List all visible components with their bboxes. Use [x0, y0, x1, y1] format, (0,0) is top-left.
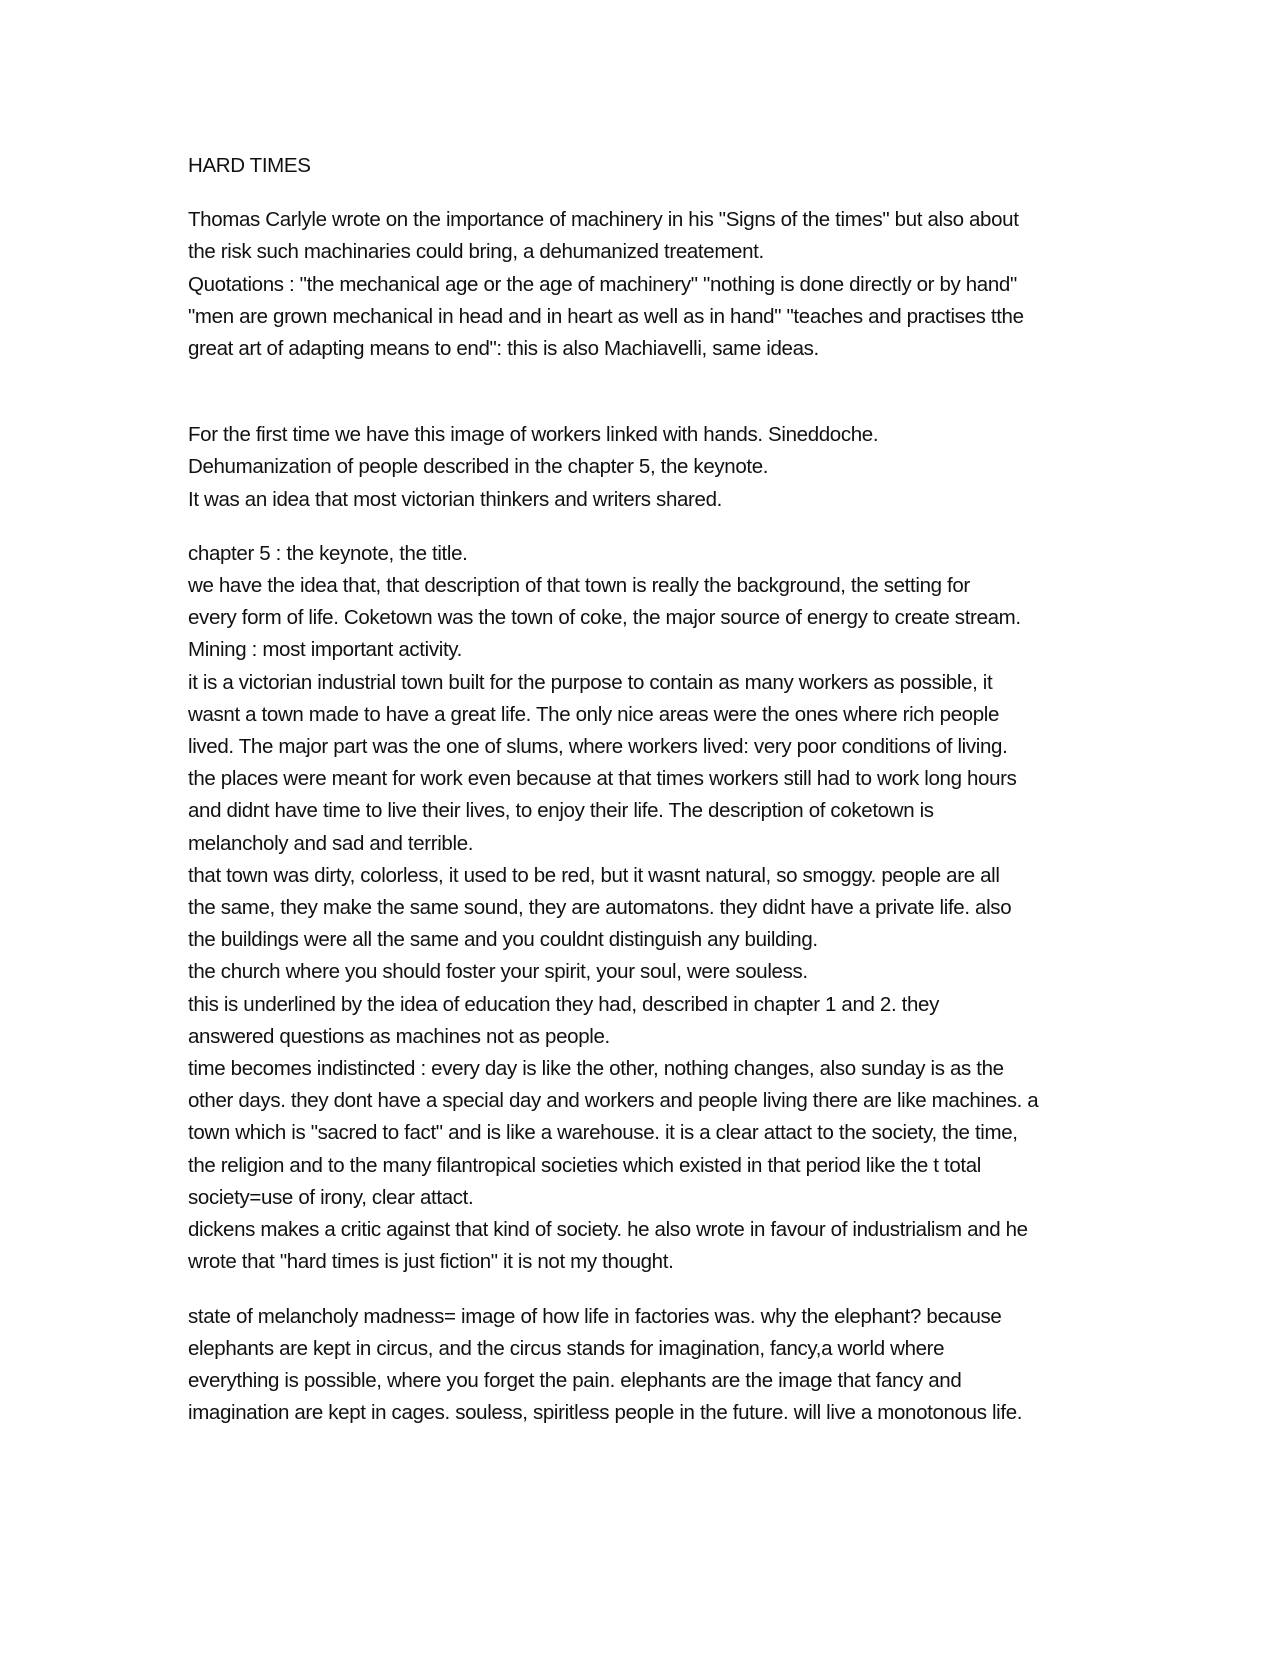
text-line: Dehumanization of people described in the chapter 5, the keynote.: [188, 455, 769, 479]
text-line: town which is "sacred to fact" and is like a warehouse. it is a clear attact to the society, the time,: [188, 1121, 1018, 1145]
text-line: that town was dirty, colorless, it used to be red, but it wasnt natural, so smoggy. people are all: [188, 863, 1000, 887]
text-line: this is underlined by the idea of education they had, described in chapter 1 and 2. they: [188, 992, 940, 1016]
text-line: wasnt a town made to have a great life. The only nice areas were the ones where rich people: [188, 702, 1000, 726]
paragraph-elephant: [188, 1301, 1093, 1430]
text-line: every form of life. Coketown was the town of coke, the major source of energy to create stream.: [188, 606, 1021, 630]
text-line: the buildings were all the same and you couldnt distinguish any building.: [188, 928, 818, 952]
text-line: For the first time we have this image of workers linked with hands. Sineddoche.: [188, 423, 879, 447]
text-line: great art of adapting means to end": this is also Machiavelli, same ideas.: [188, 337, 819, 361]
text-line: society=use of irony, clear attact.: [188, 1185, 474, 1209]
text-line: everything is possible, where you forget the pain. elephants are the image that fancy and: [188, 1368, 962, 1392]
text-line: we have the idea that, that description of that town is really the background, the setting for: [188, 574, 970, 598]
text-line: dickens makes a critic against that kind of society. he also wrote in favour of industrialism and he: [188, 1218, 1028, 1242]
text-line: Mining : most important activity.: [188, 638, 463, 662]
text-line: other days. they dont have a special day and workers and people living there are like machines. a: [188, 1089, 1039, 1113]
text-line: the risk such machinaries could bring, a dehumanized treatement.: [188, 240, 764, 264]
text-line: "men are grown mechanical in head and in heart as well as in hand" "teaches and practises tthe: [188, 304, 1024, 328]
text-line: Thomas Carlyle wrote on the importance of machinery in his "Signs of the times" but also about: [188, 208, 1019, 232]
paragraph-workers-hands: [188, 419, 1093, 516]
text-line: answered questions as machines not as people.: [188, 1024, 610, 1048]
text-line: state of melancholy madness= image of how life in factories was. why the elephant? because: [188, 1304, 1002, 1328]
text-line: It was an idea that most victorian thinkers and writers shared.: [188, 487, 722, 511]
text-line: chapter 5 : the keynote, the title.: [188, 541, 468, 565]
text-line: it is a victorian industrial town built for the purpose to contain as many workers as possible, it: [188, 670, 993, 694]
text-line: the church where you should foster your spirit, your soul, were souless.: [188, 960, 808, 984]
document-body: [188, 150, 1093, 1451]
text-line: and didnt have time to live their lives, to enjoy their life. The description of coketown is: [188, 799, 934, 823]
text-line: time becomes indistincted : every day is like the other, nothing changes, also sunday is as the: [188, 1057, 1004, 1081]
text-line: the same, they make the same sound, they are automatons. they didnt have a private life. also: [188, 896, 1012, 920]
paragraph-chapter-5: [188, 538, 1093, 1279]
text-line: elephants are kept in circus, and the circus stands for imagination, fancy,a world where: [188, 1336, 945, 1360]
text-line: Quotations : "the mechanical age or the age of machinery" "nothing is done directly or by hand": [188, 272, 1017, 296]
paragraph-carlyle: [188, 204, 1093, 365]
text-line: wrote that "hard times is just fiction" it is not my thought.: [188, 1250, 674, 1274]
text-line: imagination are kept in cages. souless, spiritless people in the future. will live a monotonous life.: [188, 1401, 1023, 1425]
text-line: the religion and to the many filantropical societies which existed in that period like the t total: [188, 1153, 981, 1177]
text-line: lived. The major part was the one of slums, where workers lived: very poor conditions of living.: [188, 735, 1008, 759]
text-line: the places were meant for work even because at that times workers still had to work long hours: [188, 767, 1017, 791]
text-line: melancholy and sad and terrible.: [188, 831, 474, 855]
document-title: HARD TIMES: [188, 154, 311, 177]
